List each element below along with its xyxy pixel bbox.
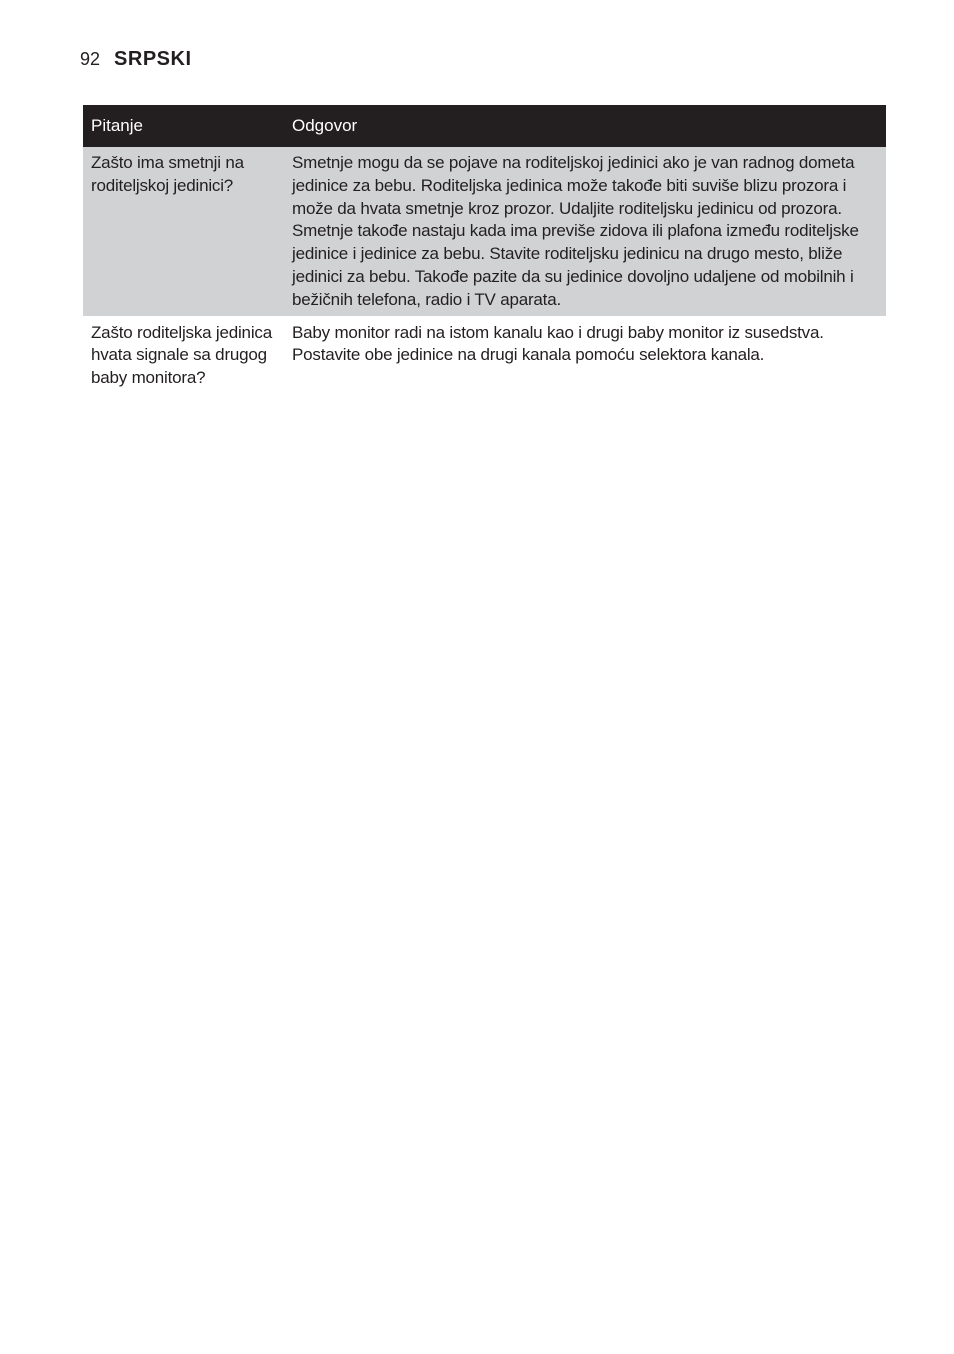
answer-cell: Baby monitor radi na istom kanalu kao i drugi baby monitor iz susedstva. Postavite obe jedinice na drugi kanala pomoću selektora kanala.: [284, 316, 886, 394]
question-cell: Zašto roditeljska jedinica hvata signale sa drugog baby monitora?: [83, 316, 284, 394]
column-header-answer: Odgovor: [284, 105, 886, 147]
answer-cell: Smetnje mogu da se pojave na roditeljskoj jedinici ako je van radnog dometa jedinice za bebu. Roditeljska jedinica može takođe biti suviše blizu prozora i može da hvata smetnje kroz prozor. Udaljite roditeljsku jedinicu od prozora. Smetnje takođe nastaju kada ima previše zidova ili plafona između roditeljske jedinice i jedinice za bebu. Stavite roditeljsku jedinicu na drugo mesto, bliže jedinici za bebu. Takođe pazite da su jedinice dovoljno udaljene od mobilnih i bežičnih telefona, radio i TV aparata.: [284, 147, 886, 316]
page-header: [80, 48, 192, 74]
column-header-question: Pitanje: [83, 105, 284, 147]
page-number: 92: [80, 49, 101, 69]
table-row: [83, 147, 886, 316]
section-title: SRPSKI: [114, 48, 192, 70]
question-cell: Zašto ima smetnji na roditeljskoj jedinici?: [83, 147, 284, 316]
table-row: [83, 316, 886, 394]
table-header-row: [83, 105, 886, 147]
faq-table: [83, 105, 886, 394]
